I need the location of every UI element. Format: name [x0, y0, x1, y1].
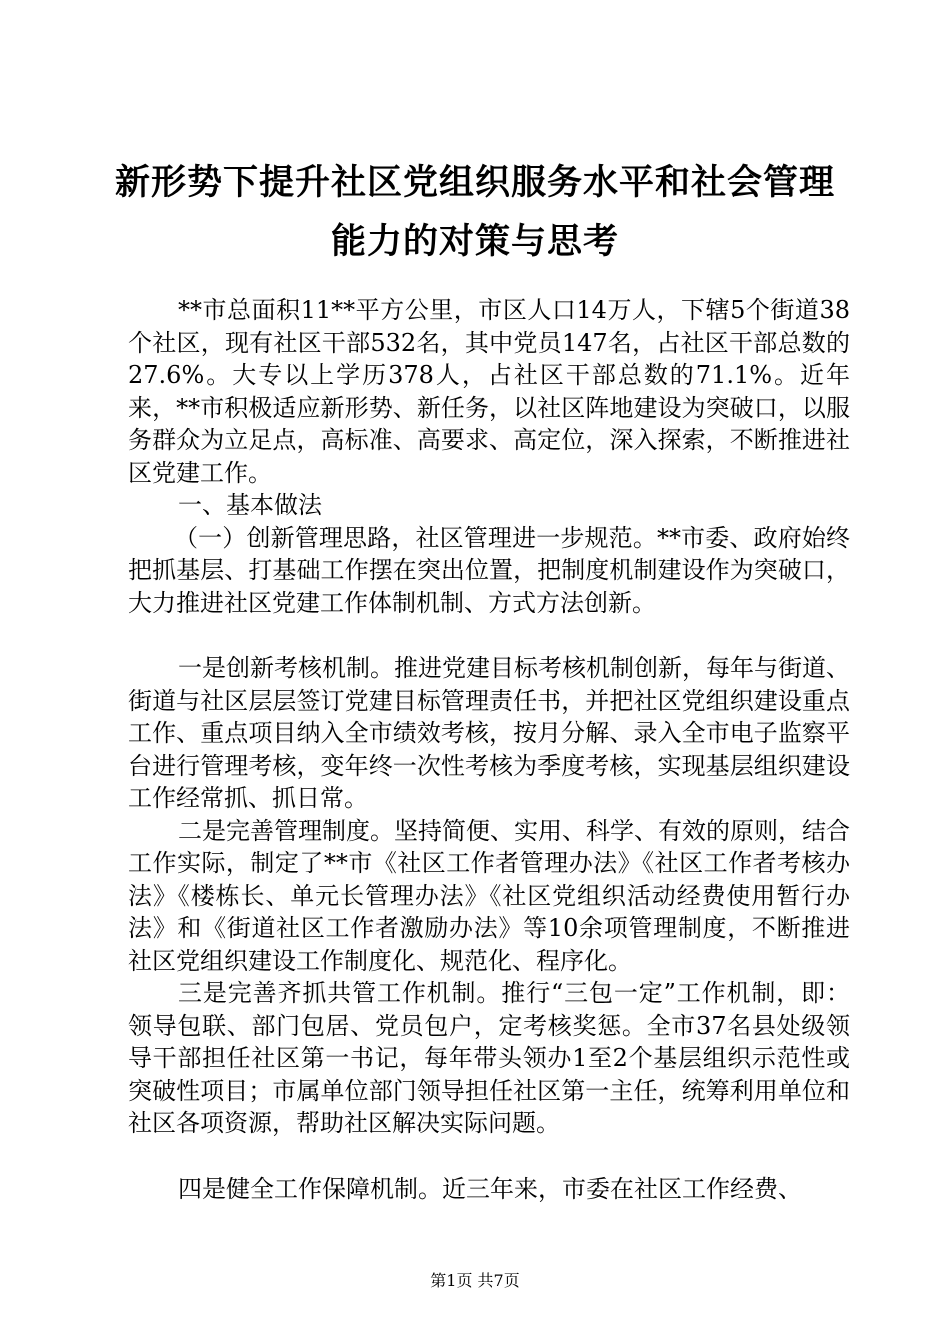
paragraph-gap [128, 1140, 850, 1173]
document-title-line-1: 新形势下提升社区党组织服务水平和社会管理 [114, 162, 835, 203]
body-paragraph-4: 四是健全工作保障机制。近三年来，市委在社区工作经费、 [178, 1174, 802, 1203]
section-heading: 一、基本做法 [178, 491, 322, 519]
subsection-paragraph: （一）创新管理思路，社区管理进一步规范。**市委、政府始终把抓基层、打基础工作摆在突出位置，把制度机制建设作为突破口，大力推进社区党建工作体制机制、方式方法创新。 [128, 523, 850, 617]
intro-paragraph: **市总面积11**平方公里，市区人口14万人，下辖5个街道38个社区，现有社区干部532名，其中党员147名，占社区干部总数的27.6%。大专以上学历378人，占社区干部总数的71.1%。近年来，**市积极适应新形势、新任务，以社区阵地建设为突破口，以服务群众为立足点，高标准、高要求、高定位，深入探索，不断推进社区党建工作。 [128, 296, 850, 487]
body-paragraph-2: 二是完善管理制度。坚持简便、实用、科学、有效的原则，结合工作实际，制定了**市《社区工作者管理办法》《社区工作者考核办法》《楼栋长、单元长管理办法》《社区党组织活动经费使用暂行办法》和《街道社区工作者激励办法》等10余项管理制度，不断推进社区党组织建设工作制度化、规范化、程序化。 [128, 816, 850, 975]
page-footer: 第1页 共7页 [430, 1271, 520, 1290]
document-body [128, 294, 850, 1205]
body-paragraph-3: 三是完善齐抓共管工作机制。推行“三包一定”工作机制，即：领导包联、部门包居、党员包户，定考核奖惩。全市37名县处级领导干部担任社区第一书记，每年带头领办1至2个基层组织示范性或突破性项目；市属单位部门领导担任社区第一主任，统筹利用单位和社区各项资源，帮助社区解决实际问题。 [128, 979, 850, 1137]
document-title-line-2: 能力的对策与思考 [330, 221, 619, 262]
paragraph-gap [128, 619, 850, 652]
body-paragraph-1: 一是创新考核机制。推进党建目标考核机制创新，每年与街道、街道与社区层层签订党建目标管理责任书，并把社区党组织建设重点工作、重点项目纳入全市绩效考核，按月分解、录入全市电子监察平台进行管理考核，变年终一次性考核为季度考核，实现基层组织建设工作经常抓、抓日常。 [128, 654, 850, 812]
